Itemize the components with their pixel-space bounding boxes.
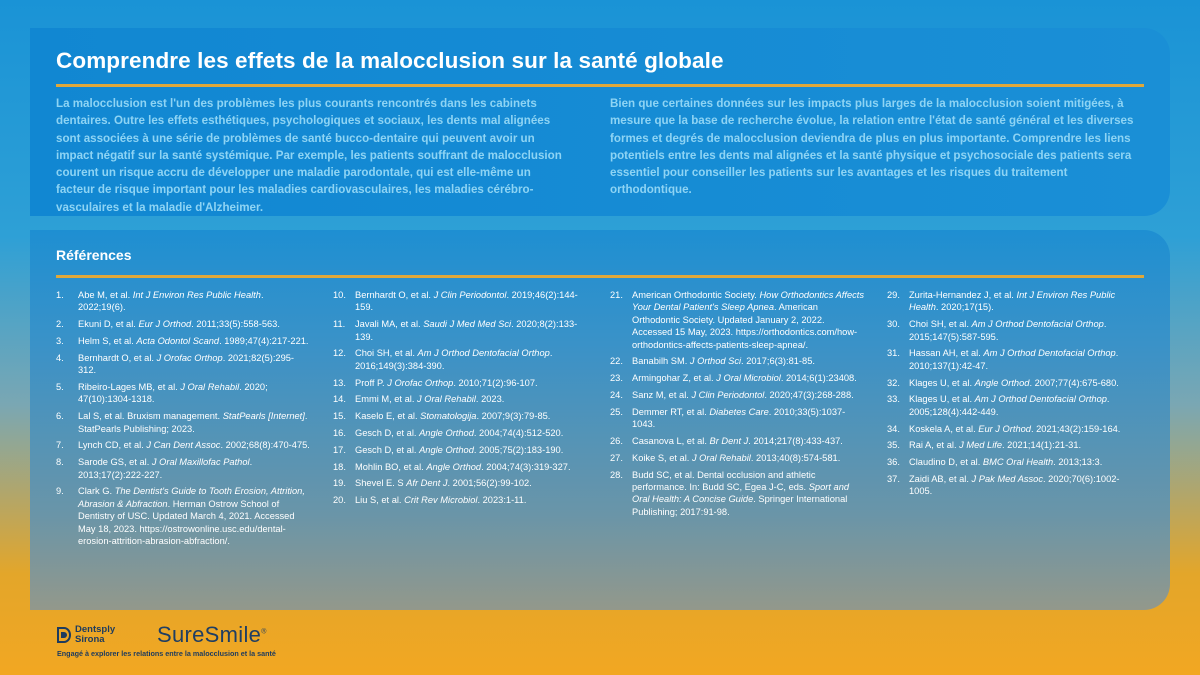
reference-text	[355, 289, 588, 314]
reference-authors: Armingohar Z, et al.	[632, 373, 717, 384]
reference-details: . 2005;75(2):183-190.	[473, 444, 564, 455]
reference-text	[632, 372, 865, 384]
reference-source: How Orthodontics Affects Your Dental Patient's Sleep Apnea	[632, 290, 865, 313]
reference-item	[610, 469, 865, 519]
reference-source: J Oral Rehabil	[691, 452, 751, 463]
reference-authors: Bernhardt O, et al.	[78, 352, 157, 363]
reference-details: . 2013;40(8):574-581.	[750, 452, 841, 463]
reference-number: 23.	[610, 373, 623, 384]
reference-details: . Herman Ostrow School of Dentistry of USC. Updated March 4, 2021. Accessed May 18, 2023. https://ostrowonline.usc.edu/dental-erosion-attrition-abrasion-abfraction/.	[78, 498, 295, 547]
reference-source: StatPearls [Internet]	[222, 411, 305, 422]
references-column-4	[887, 289, 1142, 502]
reference-item	[333, 377, 588, 389]
reference-details: . Springer International Publishing; 2017:91-98.	[632, 494, 848, 517]
reference-number: 7.	[56, 440, 64, 451]
reference-item	[887, 456, 1142, 468]
reference-item	[887, 393, 1142, 418]
reference-source: BMC Oral Health	[982, 457, 1054, 468]
reference-item	[610, 355, 865, 367]
reference-authors: Sarode GS, et al.	[78, 457, 152, 468]
references-column-2	[333, 289, 588, 511]
reference-details: . 2004;74(3):319-327.	[481, 461, 571, 472]
reference-details: . 2004;74(4):512-520.	[473, 428, 564, 438]
reference-authors: Casanova L, et al.	[632, 436, 710, 447]
reference-details: . 2022;19(6).	[78, 290, 264, 313]
reference-source: J Oral Microbiol	[716, 373, 781, 384]
reference-number: 20.	[333, 495, 346, 506]
reference-authors: Klages U, et al.	[909, 394, 975, 405]
reference-authors: Emmi M, et al.	[355, 394, 417, 405]
reference-source: Angle Orthod	[426, 461, 482, 472]
reference-item	[56, 335, 311, 347]
reference-source: J Orofac Orthop	[156, 352, 223, 363]
reference-details: . 2010;71(2):96-107.	[453, 377, 538, 388]
reference-number: 32.	[887, 377, 900, 388]
reference-source: J Oral Maxillofac Pathol	[151, 457, 250, 468]
reference-item	[887, 347, 1142, 372]
reference-authors: Abe M, et al.	[78, 290, 133, 300]
reference-text	[909, 377, 1142, 389]
reference-details: . 2002;68(8):470-475.	[220, 440, 310, 451]
title-divider	[56, 84, 1144, 87]
reference-item	[56, 485, 311, 547]
reference-text	[78, 439, 311, 451]
reference-number: 14.	[333, 394, 346, 405]
references-column-1	[56, 289, 311, 552]
reference-details: . 2014;6(1):23408.	[780, 373, 857, 384]
reference-details: . 2010;137(1):42-47.	[909, 348, 1119, 371]
reference-authors: Budd SC, et al. Dental occlusion and athletic performance. In: Budd SC, Egea J-C, eds.	[632, 469, 816, 493]
reference-item	[333, 410, 588, 422]
reference-item	[333, 347, 588, 372]
reference-source: Eur J Orthod	[138, 319, 192, 330]
reference-item	[56, 289, 311, 314]
reference-item	[333, 427, 588, 439]
reference-authors: Koskela A, et al.	[909, 423, 979, 434]
reference-details: . 2021;14(1):21-31.	[1002, 440, 1082, 451]
reference-number: 2.	[56, 319, 64, 330]
reference-authors: Gesch D, et al.	[355, 428, 420, 438]
reference-text	[355, 444, 588, 456]
reference-number: 22.	[610, 356, 623, 367]
reference-authors: Rai A, et al.	[909, 440, 960, 451]
reference-authors: Proff P.	[355, 377, 388, 388]
reference-details: . StatPearls Publishing; 2023.	[78, 411, 308, 434]
reference-text	[632, 289, 865, 351]
reference-source: Diabetes Care	[709, 406, 769, 417]
reference-number: 11.	[333, 319, 346, 330]
reference-number: 21.	[610, 290, 623, 300]
reference-authors: Zurita-Hernandez J, et al.	[909, 290, 1017, 300]
reference-item	[610, 406, 865, 431]
reference-details: . 2007;77(4):675-680.	[1029, 377, 1119, 388]
reference-authors: Ekuni D, et al.	[78, 319, 139, 330]
reference-number: 16.	[333, 428, 346, 438]
reference-text	[632, 469, 865, 519]
reference-text	[78, 381, 311, 406]
reference-text	[355, 377, 588, 389]
reference-item	[610, 452, 865, 464]
reference-authors: Clark G.	[78, 486, 115, 497]
reference-source: The Dentist's Guide to Tooth Erosion, Attrition, Abrasion & Abfraction	[78, 486, 305, 509]
brand-line-2: Sirona	[75, 633, 105, 645]
reference-authors: Ribeiro-Lages MB, et al.	[78, 382, 181, 392]
reference-number: 27.	[610, 452, 623, 463]
reference-number: 35.	[887, 440, 900, 451]
reference-number: 33.	[887, 394, 900, 405]
reference-authors: Javali MA, et al.	[355, 319, 424, 330]
reference-details: . American Orthodontic Society. Updated January 2, 2022. Accessed 15 May, 2023. https://orthodontics.com/how-orthodontics-affects-patients-sleep-apnea/.	[632, 302, 858, 350]
reference-source: Angle Orthod	[419, 428, 474, 438]
reference-text	[632, 435, 865, 447]
reference-text	[909, 318, 1142, 343]
intro-paragraph-right: Bien que certaines données sur les impacts plus larges de la malocclusion soient mitigées, à mesure que la base de recherche évolue, la relation entre l'état de santé général et les diverses formes et degrés de malocclusion deviendra de plus en plus importante. Comprendre les liens potentiels entre les dents mal alignées et la santé physique et psychosociale des patients sera essentiel pour conseiller les patients sur les avantages et les risques du traitement orthodontique.	[610, 97, 1134, 197]
reference-number: 19.	[333, 478, 346, 489]
references-heading: Références	[56, 247, 132, 263]
reference-text	[78, 335, 311, 347]
reference-authors: Choi SH, et al.	[355, 348, 418, 359]
reference-source: J Orofac Orthop	[387, 377, 454, 388]
reference-number: 15.	[333, 411, 346, 422]
reference-details: . 2017;6(3):81-85.	[741, 356, 815, 367]
reference-authors: American Orthodontic Society.	[632, 290, 760, 300]
reference-source: Am J Orthod Dentofacial Orthop	[417, 348, 550, 359]
reference-authors: Liu S, et al.	[355, 495, 405, 506]
reference-details: . 2014;217(8):433-437.	[748, 436, 843, 447]
reference-item	[56, 381, 311, 406]
reference-text	[909, 456, 1142, 468]
reference-authors: Lal S, et al. Bruxism management.	[78, 411, 223, 422]
reference-number: 1.	[56, 290, 64, 300]
reference-source: Angle Orthod	[974, 377, 1030, 388]
reference-number: 3.	[56, 336, 64, 346]
reference-authors: Hassan AH, et al.	[909, 348, 984, 359]
reference-source: Int J Environ Res Public Health	[909, 290, 1116, 313]
reference-details: . 2019;46(2):144-159.	[355, 290, 578, 313]
reference-item	[333, 289, 588, 314]
page-title: Comprendre les effets de la malocclusion sur la santé globale	[56, 48, 724, 73]
reference-authors: Gesch D, et al.	[355, 444, 420, 455]
reference-item	[887, 377, 1142, 389]
reference-number: 18.	[333, 461, 346, 472]
reference-item	[610, 372, 865, 384]
reference-source: J Clin Periodontol	[433, 290, 507, 300]
reference-text	[632, 406, 865, 431]
reference-text	[632, 355, 865, 367]
reference-details: . 2015;147(5):587-595.	[909, 319, 1107, 342]
reference-details: . 2016;149(3):384-390.	[355, 348, 553, 371]
reference-text	[355, 461, 588, 473]
reference-number: 31.	[887, 348, 900, 359]
reference-details: . 2023.	[475, 394, 505, 405]
reference-text	[355, 318, 588, 343]
reference-item	[887, 423, 1142, 435]
reference-source: Am J Orthod Dentofacial Orthop	[983, 348, 1116, 359]
reference-details: . 2011;33(5):558-563.	[191, 319, 280, 330]
references-panel	[30, 230, 1170, 610]
reference-number: 6.	[56, 411, 64, 422]
reference-number: 5.	[56, 382, 64, 392]
reference-number: 24.	[610, 390, 623, 401]
reference-details: . 2010;33(5):1037-1043.	[632, 406, 846, 430]
reference-source: J Pak Med Assoc	[971, 474, 1044, 484]
reference-item	[333, 477, 588, 489]
reference-text	[78, 318, 311, 330]
reference-text	[355, 427, 588, 439]
reference-source: Crit Rev Microbiol	[404, 495, 478, 506]
reference-source: J Can Dent Assoc	[146, 440, 221, 451]
product-name: SureSmile	[157, 622, 262, 647]
dentsply-sirona-logo	[57, 625, 115, 644]
reference-item	[333, 318, 588, 343]
reference-source: Sport and Oral Health: A Concise Guide	[632, 482, 850, 505]
reference-text	[355, 477, 588, 489]
reference-text	[78, 410, 311, 435]
reference-number: 26.	[610, 436, 623, 447]
reference-number: 8.	[56, 457, 64, 468]
reference-text	[909, 393, 1142, 418]
reference-item	[887, 318, 1142, 343]
reference-text	[909, 439, 1142, 451]
reference-details: . 2005;128(4):442-449.	[909, 394, 1110, 417]
reference-item	[887, 439, 1142, 451]
reference-text	[909, 347, 1142, 372]
reference-details: . 1989;47(4):217-221.	[219, 336, 309, 346]
reference-authors: Claudino D, et al.	[909, 457, 983, 468]
reference-authors: Bernhardt O, et al.	[355, 290, 434, 300]
reference-item	[610, 289, 865, 351]
reference-source: Eur J Orthod	[978, 423, 1031, 434]
reference-source: Br Dent J	[709, 436, 749, 447]
dentsply-sirona-icon	[57, 626, 71, 644]
reference-details: . 2013;17(2):222-227.	[78, 457, 253, 480]
reference-text	[78, 289, 311, 314]
reference-text	[909, 473, 1142, 498]
registered-mark: ®	[261, 628, 267, 636]
reference-details: . 2020;17(15).	[935, 302, 994, 313]
reference-source: Acta Odontol Scand	[136, 336, 220, 346]
reference-source: Saudi J Med Med Sci	[423, 319, 512, 330]
reference-text	[909, 423, 1142, 435]
reference-text	[78, 485, 311, 547]
reference-item	[56, 456, 311, 481]
reference-authors: Demmer RT, et al.	[632, 406, 710, 417]
brand-line-1: Dentsply	[75, 624, 116, 635]
reference-source: Stomatologija	[420, 411, 477, 422]
reference-number: 9.	[56, 486, 64, 497]
reference-source: J Orthod Sci	[689, 356, 742, 367]
reference-source: J Clin Periodontol	[691, 390, 765, 401]
references-divider	[56, 275, 1144, 278]
reference-item	[56, 410, 311, 435]
reference-number: 13.	[333, 377, 346, 388]
reference-item	[887, 289, 1142, 314]
reference-text	[355, 347, 588, 372]
reference-number: 25.	[610, 406, 623, 417]
reference-source: Angle Orthod	[419, 444, 474, 455]
reference-item	[333, 494, 588, 506]
reference-details: . 2001;56(2):99-102.	[447, 478, 532, 489]
footer-tagline: Engagé à explorer les relations entre la malocclusion et la santé	[57, 649, 276, 658]
reference-details: . 2021;82(5):295-312.	[78, 352, 295, 376]
reference-source: J Oral Rehabil	[180, 382, 240, 392]
reference-details: . 2007;9(3):79-85.	[476, 411, 551, 422]
reference-item	[333, 393, 588, 405]
reference-authors: Sanz M, et al.	[632, 390, 692, 401]
reference-number: 37.	[887, 474, 900, 484]
reference-details: . 2020;47(3):268-288.	[764, 390, 854, 401]
intro-paragraph-left: La malocclusion est l'un des problèmes les plus courants rencontrés dans les cabinets dentaires. Outre les effets esthétiques, psychologiques et sociaux, les dents mal alignées sont associées à une série de problèmes de santé bucco-dentaire qui peuvent avoir un impact négatif sur la santé systémique. Par exemple, les patients souffrant de malocclusion courent un risque accru de développer une maladie parodontale, qui est elle-même un facteur de risque important pour les maladies cardiovasculaires, les maladies cérébro-vasculaires et la maladie d'Alzheimer.	[56, 97, 562, 214]
reference-text	[355, 494, 588, 506]
reference-authors: Banabilh SM.	[632, 356, 690, 367]
reference-authors: Koike S, et al.	[632, 452, 692, 463]
reference-number: 29.	[887, 290, 900, 300]
reference-details: . 2020;8(2):133-139.	[355, 319, 578, 342]
reference-number: 12.	[333, 348, 346, 359]
reference-details: . 2020; 47(10):1304-1318.	[78, 382, 268, 405]
reference-authors: Mohlin BO, et al.	[355, 461, 427, 472]
reference-details: . 2023:1-11.	[477, 495, 527, 506]
reference-number: 28.	[610, 469, 623, 480]
reference-authors: Kaselo E, et al.	[355, 411, 421, 422]
reference-item	[333, 461, 588, 473]
reference-text	[632, 389, 865, 401]
reference-details: . 2020;70(6):1002-1005.	[909, 474, 1120, 497]
reference-number: 30.	[887, 319, 900, 330]
reference-source: Am J Orthod Dentofacial Orthop	[974, 394, 1107, 405]
reference-source: J Med Life	[959, 440, 1003, 451]
reference-authors: Klages U, et al.	[909, 377, 975, 388]
reference-source: Afr Dent J	[406, 478, 448, 489]
footer	[57, 622, 457, 662]
reference-item	[56, 352, 311, 377]
reference-text	[632, 452, 865, 464]
reference-number: 34.	[887, 423, 900, 434]
reference-authors: Lynch CD, et al.	[78, 440, 147, 451]
reference-number: 36.	[887, 457, 900, 468]
reference-text	[78, 352, 311, 377]
reference-source: Int J Environ Res Public Health	[132, 290, 261, 300]
references-column-3	[610, 289, 865, 523]
reference-item	[610, 435, 865, 447]
reference-item	[333, 444, 588, 456]
reference-authors: Shevel E. S	[355, 478, 407, 489]
intro-panel	[30, 28, 1170, 216]
reference-item	[610, 389, 865, 401]
reference-details: . 2013;13:3.	[1053, 457, 1103, 468]
reference-text	[355, 410, 588, 422]
suresmile-logo	[157, 622, 267, 648]
reference-item	[887, 473, 1142, 498]
reference-source: J Oral Rehabil	[417, 394, 476, 405]
reference-details: . 2021;43(2):159-164.	[1030, 423, 1121, 434]
reference-text	[78, 456, 311, 481]
reference-authors: Choi SH, et al.	[909, 319, 972, 330]
reference-item	[56, 318, 311, 330]
reference-text	[909, 289, 1142, 314]
reference-number: 17.	[333, 444, 346, 455]
reference-source: Am J Orthod Dentofacial Orthop	[971, 319, 1104, 330]
reference-authors: Helm S, et al.	[78, 336, 137, 346]
reference-item	[56, 439, 311, 451]
reference-number: 4.	[56, 352, 64, 363]
reference-text	[355, 393, 588, 405]
reference-number: 10.	[333, 290, 346, 300]
reference-authors: Zaidi AB, et al.	[909, 474, 972, 484]
